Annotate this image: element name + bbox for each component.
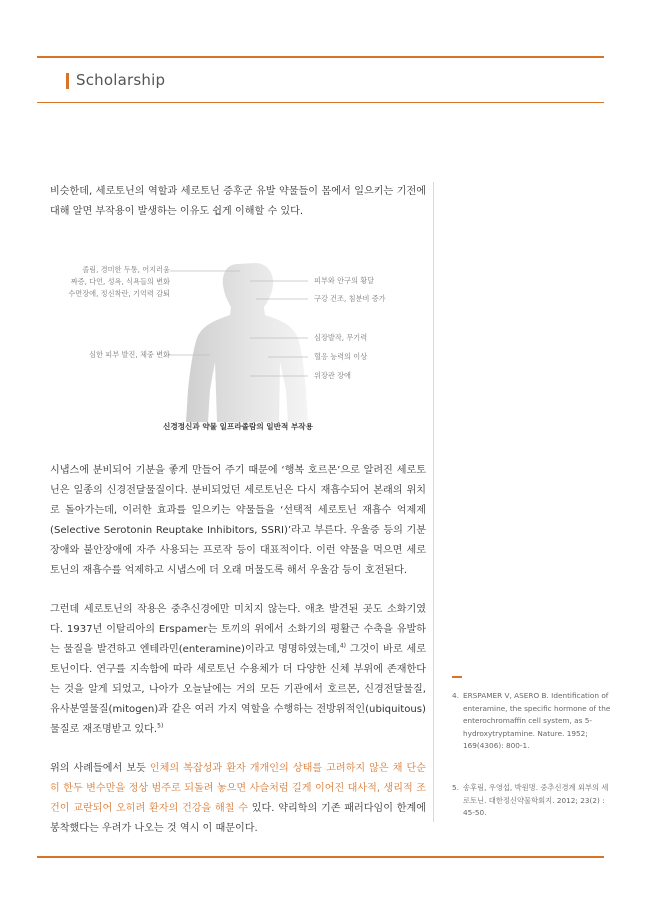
footnote-ref-4: 4) (339, 642, 346, 650)
label-heart: 심장발작, 무기력 (314, 333, 368, 342)
label-dry-mouth: 구강 건조, 침분비 증가 (314, 294, 386, 303)
footnote-4-text: ERSPAMER V, ASERO B. Identification of enteramine, the specific hormone of the enterochromaffin cell system, as 5-hydroxytryptamine. Nature. 1952; 169(4306): 800-1. (463, 691, 611, 750)
label-blood: 혈응 능력의 이상 (314, 352, 368, 361)
column-divider (433, 182, 434, 822)
footnote-ref-5: 5) (157, 722, 164, 730)
paragraph-4-part-b: 있다. 약리학의 기존 패러다임이 한계에 봉착했다는 우려가 나오는 것 역시 이 때문이다. (50, 803, 427, 834)
paragraph-3-part-a: 그런데 세로토닌의 작용은 중추신경에만 미치지 않는다. 애초 발견된 곳도 소화기였다. 1937년 이탈리아의 Erspamer는 토끼의 위에서 소화기의 평활근 수축을 유발하는 물질을 발견하고 엔테라민(enteramine)이라고 명명하였는데, (50, 604, 426, 655)
footnote-5 (452, 782, 612, 820)
side-effects-figure (50, 252, 426, 432)
label-gi: 위장관 장애 (314, 371, 352, 380)
footnote-5-text: 송후림, 우영섭, 박원명. 중추신경계 외부의 세로토닌. 대한정신약물학회지. 2012; 23(2) : 45-50. (463, 783, 609, 817)
header-accent-bar (66, 73, 69, 89)
paragraph-3-part-b: 그것이 바로 세로토닌이다. 연구를 지속함에 따라 세로토닌 수용체가 더 다양한 신체 부위에 존재한다는 것을 알게 되었고, 나아가 오늘날에는 거의 모든 기관에서 호르몬, 신경전달물질, 유사분열물질(mitogen)과 같은 여러 가지 역할을 수행하는 전방위적인(ubiquitous) 물질로 재조명받고 있다. (50, 644, 426, 735)
footnote-4-number: 4. (452, 691, 459, 700)
footnote-4 (452, 690, 612, 753)
paragraph-3 (50, 600, 426, 740)
header-bottom-rule (37, 102, 604, 103)
header-top-rule (37, 56, 604, 58)
paragraph-1: 비슷한데, 세로토닌의 역할과 세로토닌 증후군 유발 약물들이 몸에서 일으키는 기전에 대해 알면 부작용이 발생하는 이유도 쉽게 이해할 수 있다. (50, 186, 426, 217)
notes-accent-dash (452, 676, 462, 678)
paragraph-2: 시냅스에 분비되어 기분을 좋게 만들어 주기 때문에 ‘행복 호르몬’으로 알려진 세로토닌은 일종의 신경전달물질이다. 분비되었던 세로토닌은 다시 재흡수되어 본래의 위치로 돌아가는데, 이러한 효과를 일으키는 약물들을 ‘선택적 세로토닌 재흡수 억제제(Selective Serotonin Reuptake Inhibitors, SSRI)’라고 부른다. 우울증 등의 기분장애와 불안장애에 자주 사용되는 프로작 등이 대표적이다. 이런 약물을 먹으면 세로토닌의 재흡수를 억제하고 시냅스에 더 오래 머물도록 해서 우울감 등이 호전된다. (50, 465, 426, 576)
label-skin-rash: 심한 피부 발진, 체중 변화 (89, 350, 170, 359)
paragraph-4-part-a: 위의 사례들에서 보듯 (50, 763, 150, 774)
figure-caption: 신경정신과 약물 일프라졸람의 일반적 부작용 (163, 422, 313, 431)
label-jaundice: 피부와 안구의 황달 (314, 276, 375, 285)
label-head-effects: 졸림, 경미한 두통, 어지러움 짜증, 다언, 성욕, 식욕들의 변화 수면장애, 정신착란, 기억력 감퇴 (68, 265, 170, 298)
paragraph-4 (50, 759, 426, 839)
footer-rule (37, 856, 604, 858)
section-title: Scholarship (76, 71, 166, 89)
paragraph-4-highlight: 인체의 복잡성과 환자 개개인의 상태를 고려하지 않은 채 단순히 한두 변수만을 정상 범주로 되돌려 놓으면 사슬처럼 길게 이어진 대사적, 생리적 조건이 교란되어 오히려 환자의 건강을 해칠 수 (50, 763, 426, 814)
footnote-5-number: 5. (452, 783, 459, 792)
